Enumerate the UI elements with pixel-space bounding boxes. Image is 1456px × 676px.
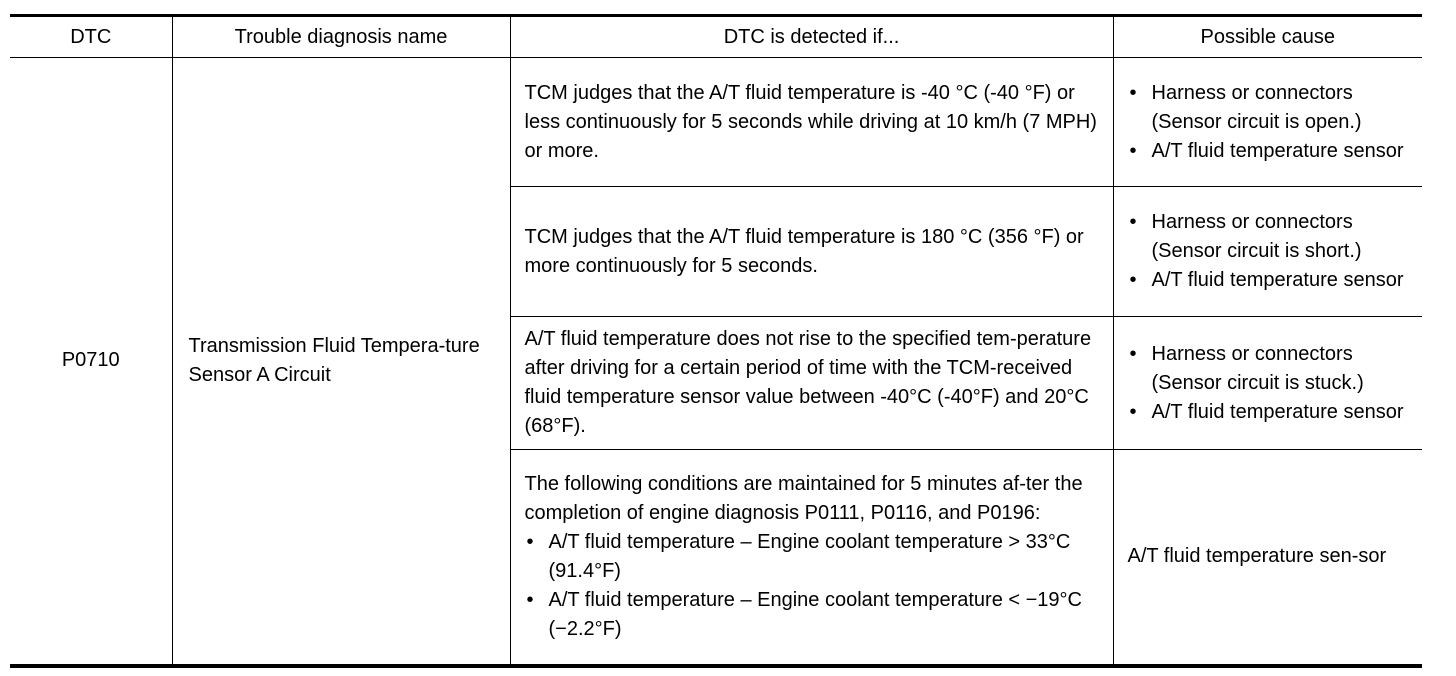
detection-condition-cell: TCM judges that the A/T fluid temperature is -40 °C (-40 °F) or less continuously for 5 seconds while driving at 10 km/h (7 MPH) or more. xyxy=(510,58,1113,187)
header-trouble-diagnosis-name: Trouble diagnosis name xyxy=(172,16,510,58)
detection-condition-item: • A/T fluid temperature – Engine coolant temperature > 33°C (91.4°F) xyxy=(525,528,1099,586)
detection-condition-cell: A/T fluid temperature does not rise to the specified tem-perature after driving for a certain period of time with the TCM-received fluid temperature sensor value between -40°C (-40°F) and 20°C (68°F). xyxy=(510,317,1113,450)
header-dtc-detected-if: DTC is detected if... xyxy=(510,16,1113,58)
dtc-table-container xyxy=(10,14,1422,668)
header-dtc: DTC xyxy=(10,16,172,58)
cause-item: • A/T fluid temperature sensor xyxy=(1128,266,1411,295)
cause-item: • A/T fluid temperature sensor xyxy=(1128,137,1411,166)
dtc-code-cell: P0710 xyxy=(10,58,172,666)
cause-list xyxy=(1128,79,1411,166)
diagnosis-name-cell: Transmission Fluid Tempera-ture Sensor A Circuit xyxy=(172,58,510,666)
header-possible-cause: Possible cause xyxy=(1113,16,1422,58)
cause-list xyxy=(1128,340,1411,427)
cause-item: • Harness or connectors (Sensor circuit is open.) xyxy=(1128,79,1411,137)
cause-item: • Harness or connectors (Sensor circuit is short.) xyxy=(1128,208,1411,266)
possible-cause-cell xyxy=(1113,58,1422,187)
possible-cause-cell: A/T fluid temperature sen-sor xyxy=(1113,450,1422,666)
header-row xyxy=(10,16,1422,58)
detection-condition-cell xyxy=(510,450,1113,666)
possible-cause-cell xyxy=(1113,317,1422,450)
possible-cause-cell xyxy=(1113,187,1422,317)
dtc-table xyxy=(10,14,1422,668)
detection-condition-list xyxy=(525,528,1099,644)
cause-item: • A/T fluid temperature sensor xyxy=(1128,398,1411,427)
table-row xyxy=(10,58,1422,187)
detection-condition-cell: TCM judges that the A/T fluid temperature is 180 °C (356 °F) or more continuously for 5 seconds. xyxy=(510,187,1113,317)
cause-item: • Harness or connectors (Sensor circuit is stuck.) xyxy=(1128,340,1411,398)
detection-condition-item: • A/T fluid temperature – Engine coolant temperature < −19°C (−2.2°F) xyxy=(525,586,1099,644)
detection-intro: The following conditions are maintained for 5 minutes af-ter the completion of engine diagnosis P0111, P0116, and P0196: xyxy=(524,472,1083,524)
cause-list xyxy=(1128,208,1411,295)
